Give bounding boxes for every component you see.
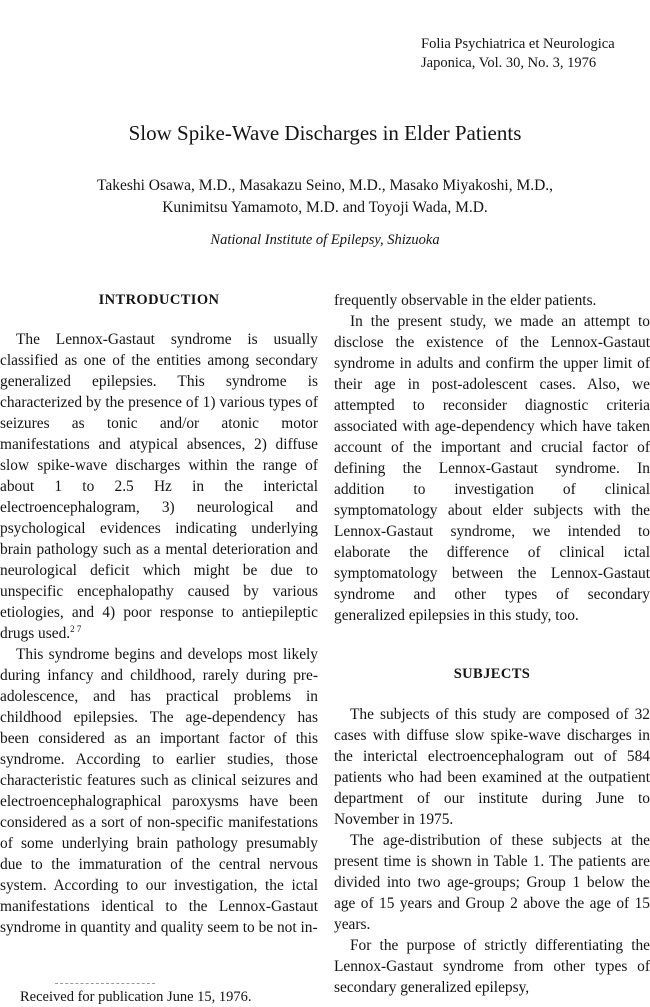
reference-marker: 2 7 (70, 623, 82, 634)
journal-citation (421, 35, 615, 73)
intro-paragraph-1-text: The Lennox-Gastaut syndrome is usually classified as one of the entities among secondary generalized epilepsies. This syndrome is characterized by the presence of 1) various types of seizures as tonic and/or atonic motor manifestations and atypical absences, 2) diffuse slow spike-wave discharges within the range of about 1 to 2.5 Hz in the interictal electroencephalogram, 3) neurological and psychological evidences indicating underlying brain pathology such as a mental deterioration and neurological deficit which might be due to unspecific encephalopathy caused by various etiologies, and 4) poor response to antiepileptic drugs used. (0, 331, 318, 642)
subjects-paragraph-3: For the purpose of strictly differentiating the Lennox-Gastaut syndrome from other types of secondary generalized epilepsy, (334, 937, 650, 996)
subjects-heading: SUBJECTS (453, 666, 531, 682)
journal-volume: Japonica, Vol. 30, No. 3, 1976 (421, 55, 597, 71)
left-column (0, 290, 318, 938)
subjects-paragraph-1: The subjects of this study are composed of 32 cases with diffuse slow spike-wave discharges in the interictal electroencephalogram out of 584 patients who had been examined at the outpatient department of our institute during June to November in 1975. (334, 706, 650, 828)
intro-paragraph-1 (0, 329, 318, 644)
paper-title: Slow Spike-Wave Discharges in Elder Patients (128, 121, 522, 145)
author-list (0, 175, 650, 219)
footnote: Received for publication June 15, 1976. (20, 989, 252, 1005)
footnote-divider (55, 983, 155, 984)
intro-paragraph-2: This syndrome begins and develops most likely during infancy and childhood, rarely during pre-adolescence, and has practical problems in childhood epilepsies. The age-dependency has been considered as an important factor of this syndrome. According to earlier studies, those characteristic features such as clinical seizures and electroencephalographical paroxysms have been considered as a sort of non-specific manifestations of some underlying brain pathology presumably due to the immaturation of the central nervous system. According to our investigation, the ictal manifestations identical to the Lennox-Gastaut syndrome in quantity and quality seem to be not in- (0, 646, 318, 936)
subjects-paragraph-2: The age-distribution of these subjects at the present time is shown in Table 1. The patients are divided into two age-groups; Group 1 below the age of 15 years and Group 2 above the age of 15 years. (334, 832, 650, 933)
right-column (334, 290, 650, 998)
affiliation: National Institute of Epilepsy, Shizuoka (210, 232, 440, 248)
intro-paragraph-3: In the present study, we made an attempt to disclose the existence of the Lennox-Gastaut syndrome in adults and confirm the upper limit of their age in post-adolescent cases. Also, we attempted to reconsider diagnostic criteria associated with age-dependency which have taken account of the important and crucial factor of defining the Lennox-Gastaut syndrome. In addition to investigation of clinical symptomatology about elder subjects with the Lennox-Gastaut syndrome, we intended to elaborate the difference of clinical ictal symptomatology between the Lennox-Gastaut syndrome and other types of secondary generalized epilepsies in this study, too. (334, 313, 650, 624)
introduction-heading: INTRODUCTION (98, 292, 220, 308)
authors-line-2: Kunimitsu Yamamoto, M.D. and Toyoji Wada, M.D. (162, 199, 488, 216)
journal-name: Folia Psychiatrica et Neurologica (421, 36, 615, 52)
authors-line-1: Takeshi Osawa, M.D., Masakazu Seino, M.D., Masako Miyakoshi, M.D., (96, 177, 554, 194)
intro-paragraph-2-continued: frequently observable in the elder patients. (334, 292, 597, 309)
